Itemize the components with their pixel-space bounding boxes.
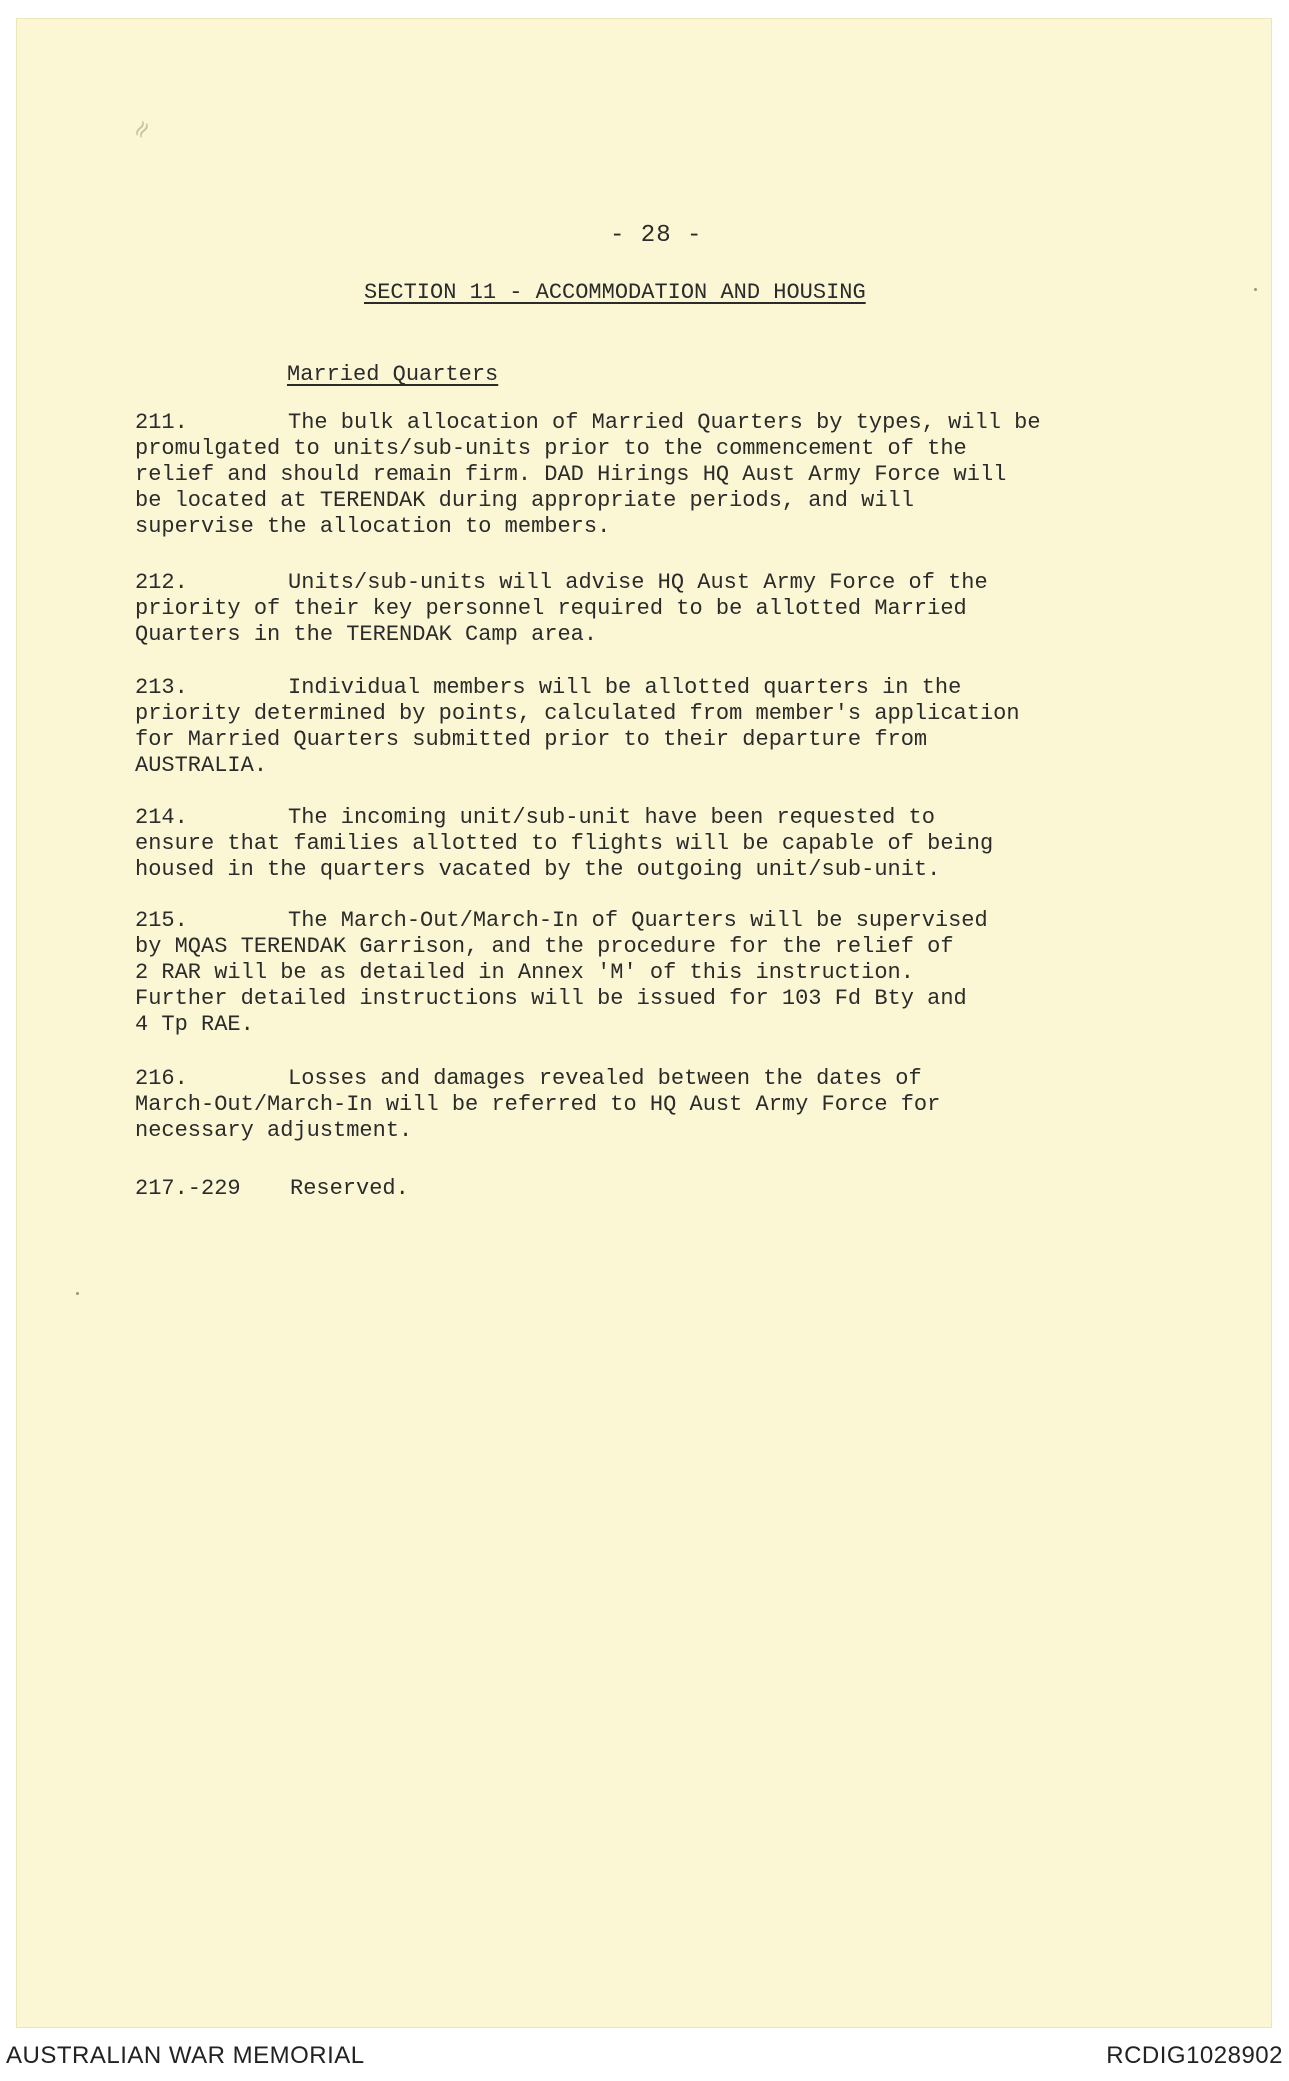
section-title: SECTION 11 - ACCOMMODATION AND HOUSING <box>364 280 866 305</box>
paragraph-211 <box>135 410 1195 540</box>
paragraph-216 <box>135 1066 1195 1144</box>
paragraph-line: AUSTRALIA. <box>135 753 268 778</box>
paragraph-line: for Married Quarters submitted prior to their departure from <box>135 727 928 752</box>
paragraph-line: relief and should remain firm. DAD Hirings HQ Aust Army Force will <box>135 462 1007 487</box>
paragraph-number: 212. <box>135 570 188 595</box>
paragraph-line: March-Out/March-In will be referred to HQ Aust Army Force for <box>135 1092 941 1117</box>
paragraph-number: 211. <box>135 410 188 435</box>
footer-archive-name: AUSTRALIAN WAR MEMORIAL <box>6 2042 365 2069</box>
pencil-annotation: ≈ <box>124 115 158 145</box>
paragraph-line: 214. The incoming unit/sub-unit have been requested to <box>135 805 935 830</box>
paragraph-number: 217.-229 <box>135 1176 241 1201</box>
paragraph-line: by MQAS TERENDAK Garrison, and the procedure for the relief of <box>135 934 954 959</box>
paper-speck <box>76 1292 79 1295</box>
paragraph-line: necessary adjustment. <box>135 1118 413 1143</box>
paragraph-line: 2 RAR will be as detailed in Annex 'M' of this instruction. <box>135 960 914 985</box>
paragraph-line: priority determined by points, calculated from member's application <box>135 701 1020 726</box>
paragraph-line: promulgated to units/sub-units prior to the commencement of the <box>135 436 967 461</box>
paragraph-214 <box>135 805 1195 883</box>
paragraph-line: 213. Individual members will be allotted quarters in the <box>135 675 962 700</box>
page-number: - 28 - <box>610 222 703 249</box>
paragraph-line: 212. Units/sub-units will advise HQ Aust Army Force of the <box>135 570 988 595</box>
paragraph-line: 215. The March-Out/March-In of Quarters will be supervised <box>135 908 988 933</box>
paragraph-number: 214. <box>135 805 188 830</box>
paragraph-line: housed in the quarters vacated by the outgoing unit/sub-unit. <box>135 857 941 882</box>
paragraph-line: Quarters in the TERENDAK Camp area. <box>135 622 598 647</box>
paragraph-213 <box>135 675 1195 779</box>
paragraph-number: 216. <box>135 1066 188 1091</box>
paragraph-215 <box>135 908 1195 1038</box>
paragraph-number: 213. <box>135 675 188 700</box>
paragraph-line: be located at TERENDAK during appropriate periods, and will <box>135 488 914 513</box>
paragraph-line: 211. The bulk allocation of Married Quarters by types, will be <box>135 410 1041 435</box>
sub-heading: Married Quarters <box>287 362 499 387</box>
paragraph-line: 216. Losses and damages revealed between the dates of <box>135 1066 922 1091</box>
paragraph-line: Further detailed instructions will be issued for 103 Fd Bty and <box>135 986 967 1011</box>
paragraph-line: supervise the allocation to members. <box>135 514 611 539</box>
paragraph-line: 4 Tp RAE. <box>135 1012 254 1037</box>
reserved-text: Reserved. <box>290 1176 409 1201</box>
paragraph-reserved <box>135 1176 409 1201</box>
paper-speck <box>1254 288 1257 291</box>
paragraph-line: ensure that families allotted to flights will be capable of being <box>135 831 994 856</box>
paragraph-number: 215. <box>135 908 188 933</box>
paragraph-212 <box>135 570 1195 648</box>
paragraph-line: priority of their key personnel required to be allotted Married <box>135 596 967 621</box>
footer-record-id: RCDIG1028902 <box>1106 2042 1283 2069</box>
